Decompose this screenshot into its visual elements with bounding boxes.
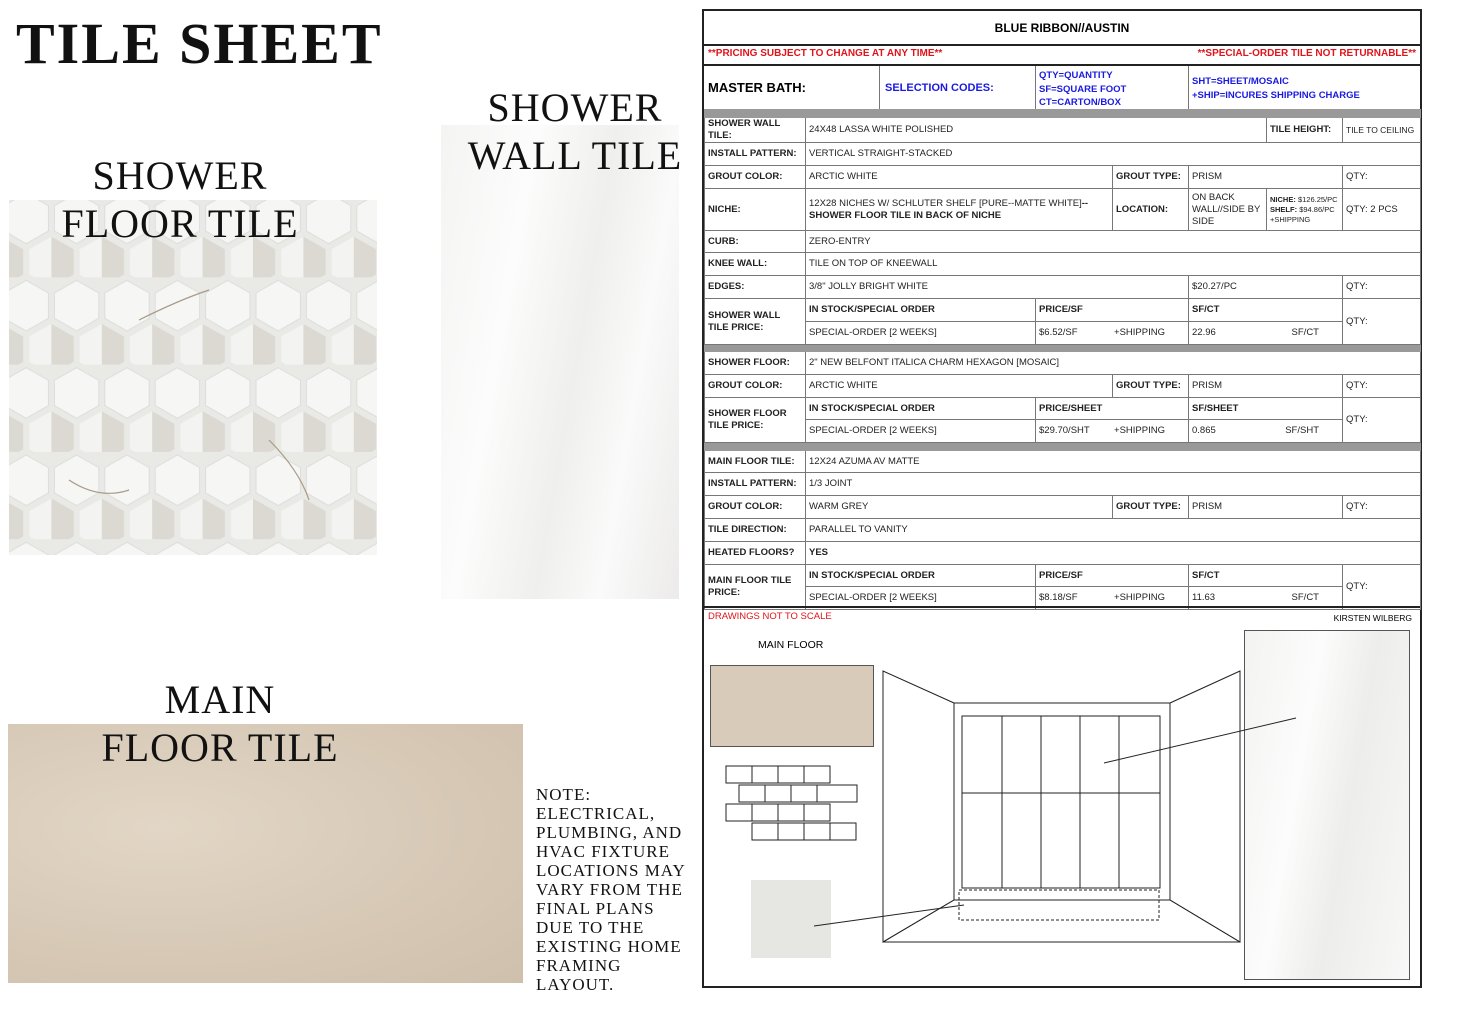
label: HEATED FLOORS? bbox=[705, 542, 806, 565]
heading-line: SHOWER bbox=[487, 85, 663, 130]
code: SF=SQUARE FOOT bbox=[1039, 83, 1127, 95]
value: WARM GREY bbox=[806, 496, 1113, 519]
label: IN STOCK/SPECIAL ORDER bbox=[806, 299, 1036, 322]
returns-warning: **SPECIAL-ORDER TILE NOT RETURNABLE** bbox=[1197, 48, 1416, 59]
disclaimer: DRAWINGS NOT TO SCALE bbox=[708, 611, 832, 622]
pricing-warning: **PRICING SUBJECT TO CHANGE AT ANY TIME** bbox=[708, 48, 943, 59]
value: $29.70/SHT bbox=[1039, 425, 1090, 436]
drawing-area bbox=[704, 606, 1420, 986]
note-line: DUE TO THE bbox=[536, 918, 645, 937]
shower-floor-heading bbox=[40, 152, 320, 248]
label: SHELF: bbox=[1270, 204, 1298, 214]
label: INSTALL PATTERN: bbox=[705, 473, 806, 496]
main-floor-heading bbox=[60, 676, 380, 772]
label: CURB: bbox=[705, 231, 806, 253]
label: EDGES: bbox=[705, 276, 806, 299]
value: $8.18/SF bbox=[1039, 592, 1078, 603]
label: IN STOCK/SPECIAL ORDER bbox=[806, 565, 1036, 587]
brick-pattern-icon bbox=[726, 766, 857, 840]
note-line: ELECTRICAL, bbox=[536, 804, 656, 823]
label: TILE HEIGHT: bbox=[1267, 118, 1343, 143]
label: PRICE/SHEET bbox=[1036, 398, 1189, 420]
niche-row bbox=[705, 189, 1421, 231]
note-line: NOTE: bbox=[536, 785, 592, 804]
label: SHOWER WALL TILE: bbox=[705, 118, 806, 143]
value: ARCTIC WHITE bbox=[806, 375, 1113, 398]
value: $126.25/PC bbox=[1297, 194, 1338, 204]
label: PRICE/SF bbox=[1036, 565, 1189, 587]
note-line: EXISTING HOME bbox=[536, 937, 682, 956]
code: QTY=QUANTITY bbox=[1039, 70, 1113, 81]
codes-list-b bbox=[1192, 75, 1360, 102]
qty: QTY: bbox=[1343, 276, 1421, 299]
shower-elevation-drawing bbox=[704, 608, 1420, 988]
note-line: LOCATIONS MAY bbox=[536, 861, 686, 880]
value: 11.63 bbox=[1192, 592, 1216, 603]
label: SF/CT bbox=[1189, 299, 1343, 322]
value: 0.865 bbox=[1192, 425, 1216, 436]
label: GROUT TYPE: bbox=[1113, 496, 1189, 519]
value-emphasis: --SHOWER FLOOR TILE IN BACK OF NICHE bbox=[809, 197, 1089, 221]
label: NICHE: bbox=[705, 189, 806, 231]
value: YES bbox=[806, 542, 1421, 565]
value: $6.52/SF bbox=[1039, 327, 1078, 338]
label: SF/CT bbox=[1189, 565, 1343, 587]
page-title: TILE SHEET bbox=[16, 11, 383, 76]
code: SHT=SHEET/MOSAIC bbox=[1192, 76, 1289, 87]
note-line: LAYOUT. bbox=[536, 975, 615, 994]
note-line: FRAMING bbox=[536, 956, 622, 975]
label: SHOWER FLOOR: bbox=[705, 352, 806, 375]
value: ARCTIC WHITE bbox=[806, 166, 1113, 189]
hex-swatch bbox=[751, 880, 831, 958]
heading-line: WALL TILE bbox=[467, 133, 683, 178]
sheet-header: BLUE RIBBON//AUSTIN bbox=[704, 11, 1420, 46]
label: MAIN FLOOR TILE PRICE: bbox=[705, 565, 806, 610]
value: 1/3 JOINT bbox=[806, 473, 1421, 496]
value: +SHIPPING bbox=[1114, 327, 1165, 338]
shower-wall-heading bbox=[450, 84, 700, 180]
label: GROUT COLOR: bbox=[705, 166, 806, 189]
label: IN STOCK/SPECIAL ORDER bbox=[806, 398, 1036, 420]
value: TILE TO CEILING bbox=[1343, 118, 1421, 143]
value: $20.27/PC bbox=[1189, 276, 1343, 299]
qty: QTY: bbox=[1343, 166, 1421, 189]
code: CT=CARTON/BOX bbox=[1039, 97, 1121, 108]
main-floor-label: MAIN FLOOR bbox=[758, 639, 824, 651]
value: TILE ON TOP OF KNEEWALL bbox=[806, 253, 1421, 276]
value: PRISM bbox=[1189, 166, 1343, 189]
codes-list-a bbox=[1039, 69, 1126, 110]
heading-line: SHOWER bbox=[92, 153, 268, 198]
shower-wall-tile-row bbox=[705, 118, 1421, 143]
label: SF/SHEET bbox=[1189, 398, 1343, 420]
label: INSTALL PATTERN: bbox=[705, 143, 806, 166]
heading-line: MAIN bbox=[164, 677, 276, 722]
label: SHOWER FLOOR TILE PRICE: bbox=[705, 398, 806, 443]
heading-line: FLOOR TILE bbox=[101, 725, 339, 770]
tile-spec-sheet bbox=[702, 9, 1422, 988]
spec-table bbox=[704, 109, 1421, 610]
designer-name: KIRSTEN WILBERG bbox=[1333, 613, 1412, 623]
value: ZERO-ENTRY bbox=[806, 231, 1421, 253]
label: GROUT COLOR: bbox=[705, 375, 806, 398]
value: SF/CT bbox=[1291, 327, 1319, 338]
selection-codes-label: SELECTION CODES: bbox=[885, 82, 994, 94]
value: 22.96 bbox=[1192, 327, 1216, 338]
value: +SHIPPING bbox=[1270, 214, 1311, 224]
value: SPECIAL-ORDER [2 WEEKS] bbox=[806, 322, 1036, 345]
value: SPECIAL-ORDER [2 WEEKS] bbox=[806, 587, 1036, 610]
codes-row bbox=[704, 64, 1420, 110]
value: 3/8" JOLLY BRIGHT WHITE bbox=[806, 276, 1189, 299]
note-line: VARY FROM THE bbox=[536, 880, 683, 899]
room-label: MASTER BATH: bbox=[708, 80, 806, 95]
note-line: FINAL PLANS bbox=[536, 899, 655, 918]
value: PRISM bbox=[1189, 496, 1343, 519]
qty: QTY: 2 PCS bbox=[1343, 189, 1421, 231]
value: VERTICAL STRAIGHT-STACKED bbox=[806, 143, 1421, 166]
value: SF/CT bbox=[1291, 592, 1319, 603]
value: SPECIAL-ORDER [2 WEEKS] bbox=[806, 420, 1036, 443]
value: 2" NEW BELFONT ITALICA CHARM HEXAGON [MOSAIC] bbox=[806, 352, 1421, 375]
value: SF/SHT bbox=[1285, 425, 1319, 436]
label: PRICE/SF bbox=[1036, 299, 1189, 322]
value: +SHIPPING bbox=[1114, 425, 1165, 436]
qty: QTY: bbox=[1343, 565, 1421, 610]
shower-floor-tile-image bbox=[9, 200, 377, 555]
heading-line: FLOOR TILE bbox=[61, 201, 299, 246]
value: ON BACK WALL//SIDE BY SIDE bbox=[1189, 189, 1267, 231]
value: PARALLEL TO VANITY bbox=[806, 519, 1421, 542]
value: PRISM bbox=[1189, 375, 1343, 398]
qty: QTY: bbox=[1343, 496, 1421, 519]
label: KNEE WALL: bbox=[705, 253, 806, 276]
label: GROUT TYPE: bbox=[1113, 375, 1189, 398]
value: $94.86/PC bbox=[1299, 204, 1335, 214]
label: GROUT COLOR: bbox=[705, 496, 806, 519]
qty: QTY: bbox=[1343, 299, 1421, 345]
qty: QTY: bbox=[1343, 398, 1421, 443]
qty: QTY: bbox=[1343, 375, 1421, 398]
label: GROUT TYPE: bbox=[1113, 166, 1189, 189]
value: +SHIPPING bbox=[1114, 592, 1165, 603]
shower-wall-tile-image bbox=[441, 125, 679, 599]
value: 12X24 AZUMA AV MATTE bbox=[806, 451, 1421, 473]
note-line: HVAC FIXTURE bbox=[536, 842, 671, 861]
label: MAIN FLOOR TILE: bbox=[705, 451, 806, 473]
label: LOCATION: bbox=[1113, 189, 1189, 231]
code: +SHIP=INCURES SHIPPING CHARGE bbox=[1192, 89, 1360, 101]
note-line: PLUMBING, AND bbox=[536, 823, 683, 842]
label: SHOWER WALL TILE PRICE: bbox=[705, 299, 806, 345]
label: TILE DIRECTION: bbox=[705, 519, 806, 542]
value: 12X28 NICHES W/ SCHLUTER SHELF [PURE--MATTE WHITE] bbox=[809, 197, 1082, 209]
value: 24X48 LASSA WHITE POLISHED bbox=[806, 118, 1267, 143]
label: NICHE: bbox=[1270, 194, 1296, 204]
note bbox=[536, 785, 686, 994]
